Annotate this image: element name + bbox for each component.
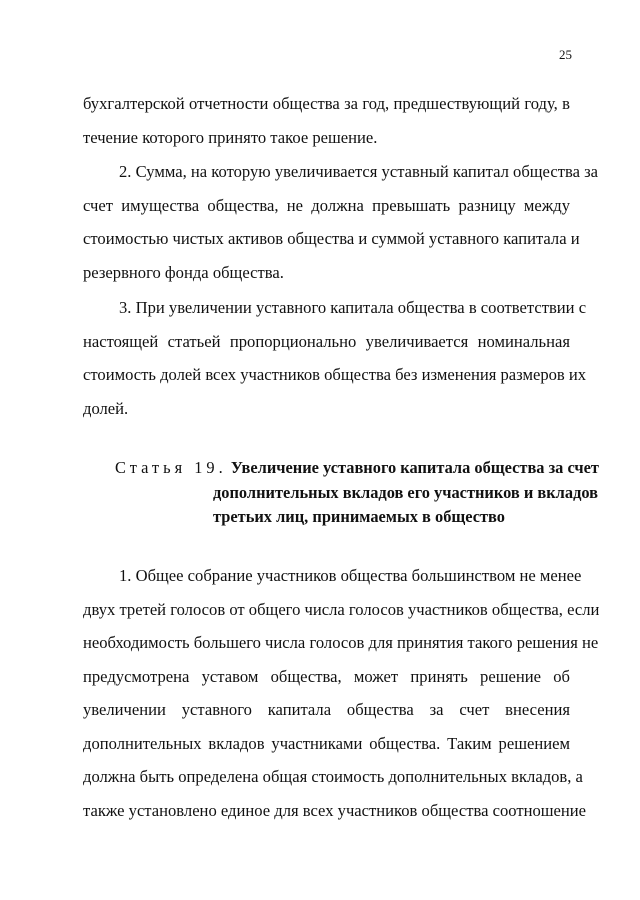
text-line: стоимость долей всех участников общества без изменения размеров их xyxy=(83,365,587,384)
text-line: бухгалтерской отчетности общества за год, предшествующий году, в xyxy=(83,94,570,113)
text-line: должна быть определена общая стоимость дополнительных вкладов, а xyxy=(83,767,583,786)
text-line: настоящей статьей пропорционально увеличивается номинальная xyxy=(83,331,570,351)
text-line: предусмотрена уставом общества, может принять решение об xyxy=(83,666,570,686)
text-line: увеличении уставного капитала общества за счет внесения xyxy=(83,700,570,719)
text-line: 1. Общее собрание участников общества большинством не менее xyxy=(119,566,582,585)
text-line: счет имущества общества, не должна превышать разницу между xyxy=(83,195,570,215)
text-line: необходимость большего числа голосов для принятия такого решения не xyxy=(83,633,599,652)
text-line: также установлено единое для всех участников общества соотношение xyxy=(83,800,587,820)
text-line: дополнительных вкладов участниками общества. Таким решением xyxy=(83,733,570,753)
paragraph-2 xyxy=(83,155,598,289)
text-line: 2. Сумма, на которую увеличивается уставный капитал общества за xyxy=(119,162,598,181)
text-line: двух третей голосов от общего числа голосов участников общества, если xyxy=(83,599,600,619)
article-title-line: Увеличение уставного капитала общества за счет xyxy=(230,458,599,477)
paragraph-3 xyxy=(83,291,587,425)
article-paragraph-1 xyxy=(83,559,600,827)
text-line: резервного фонда общества. xyxy=(83,262,284,282)
text-line: стоимостью чистых активов общества и суммой уставного капитала и xyxy=(83,229,580,248)
article-title-line: третьих лиц, принимаемых в общество xyxy=(213,507,505,526)
paragraph-continuation xyxy=(83,87,570,154)
article-title-line: дополнительных вкладов его участников и вкладов xyxy=(213,482,599,502)
article-label: Статья 19. xyxy=(115,458,227,477)
page-number: 25 xyxy=(559,47,572,62)
text-line: 3. При увеличении уставного капитала общества в соответствии с xyxy=(119,298,587,317)
article-heading xyxy=(115,456,599,530)
text-line: течение которого принято такое решение. xyxy=(83,127,378,147)
text-line: долей. xyxy=(83,398,129,418)
